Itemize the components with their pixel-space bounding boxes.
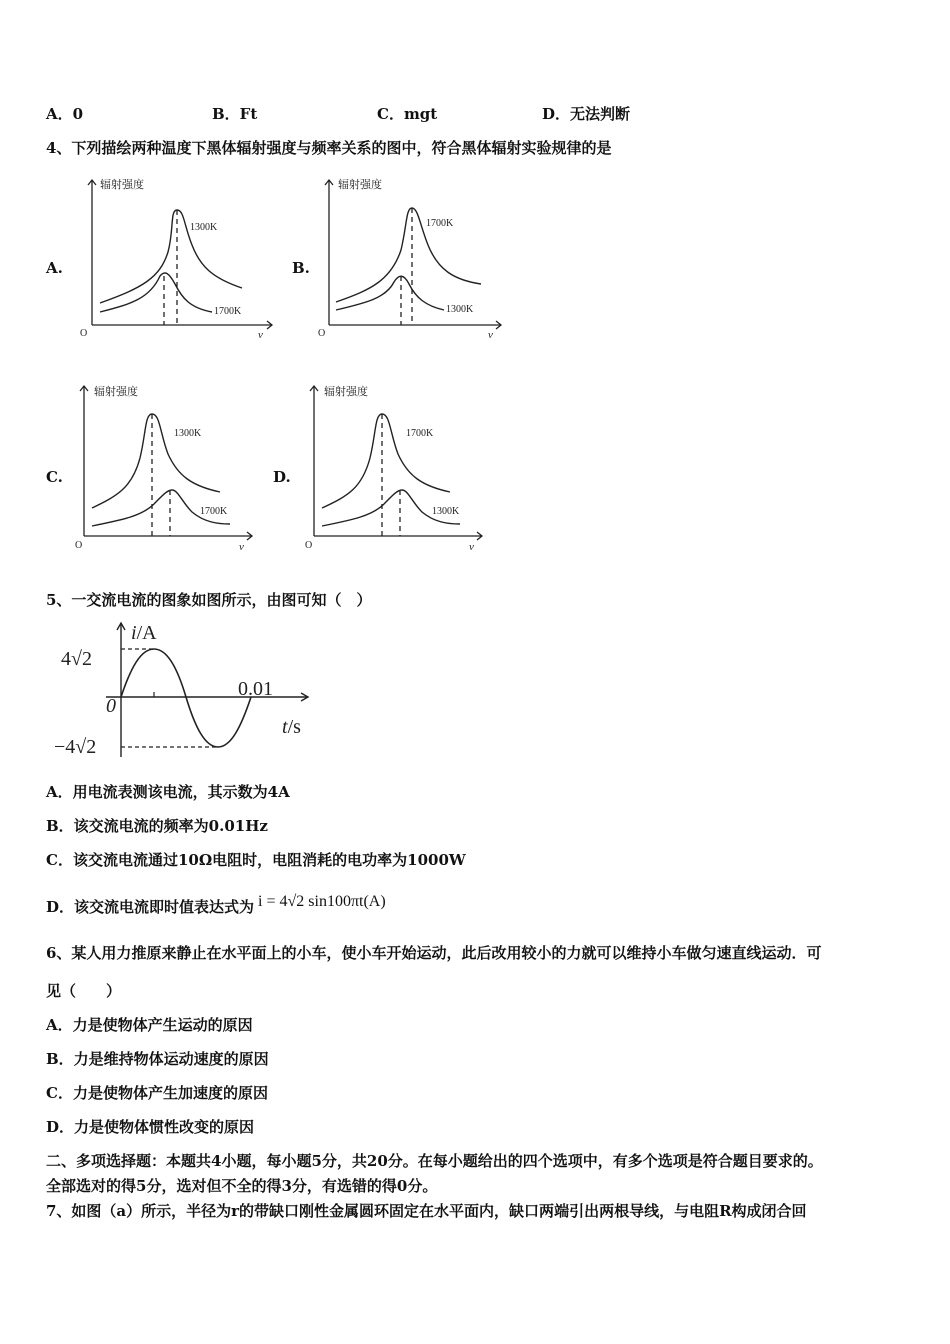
q5-option-a: A．用电流表测该电流，其示数为4A — [46, 783, 290, 801]
q4-graph-d-high: 1700K — [406, 428, 434, 439]
q4-graph-b-xlabel: ν — [488, 329, 493, 341]
q4-graph-d-ylabel: 辐射强度 — [324, 386, 368, 398]
q4-graph-d — [300, 378, 490, 557]
q4-graph-a-high: 1300K — [190, 222, 218, 233]
q3-option-c: C．mgt — [377, 105, 438, 123]
q7-stem: 7、如图（a）所示，半径为r的带缺口刚性金属圆环固定在水平面内，缺口两端引出两根导线，与电阻R构成闭合回 — [46, 1202, 807, 1220]
q4-graph-b-low: 1300K — [446, 304, 474, 315]
q6-option-d: D．力是使物体惯性改变的原因 — [46, 1118, 255, 1136]
q6-stem-line2: 见（ ） — [46, 982, 122, 1000]
q6-stem-line1: 6、某人用力推原来静止在水平面上的小车，使小车开始运动，此后改用较小的力就可以维持小车做匀速直线运动．可 — [46, 944, 822, 962]
q4-label-d: D. — [273, 468, 291, 486]
q6-option-c: C．力是使物体产生加速度的原因 — [46, 1084, 268, 1102]
q4-graph-b — [316, 170, 506, 346]
q4-graph-c-low: 1700K — [200, 506, 228, 517]
q6-option-a: A．力是使物体产生运动的原因 — [46, 1016, 253, 1034]
q4-graph-c — [72, 378, 262, 557]
q5-trough-label: −4√2 — [54, 736, 97, 758]
q4-graph-a-origin: O — [80, 328, 88, 339]
q5-ylabel: i/A — [131, 622, 157, 644]
q4-graph-b-origin: O — [318, 328, 326, 339]
section2-line2: 全部选对的得5分，选对但不全的得3分，有选错的得0分。 — [46, 1177, 438, 1195]
q4-graph-c-high: 1300K — [174, 428, 202, 439]
q3-option-a: A．0 — [46, 105, 84, 123]
q4-label-c: C. — [46, 468, 63, 486]
q4-graph-b-high: 1700K — [426, 218, 454, 229]
q4-graph-d-svg — [300, 378, 490, 553]
q4-graph-d-low: 1300K — [432, 506, 460, 517]
q4-stem: 4、下列描绘两种温度下黑体辐射强度与频率关系的图中，符合黑体辐射实验规律的是 — [46, 139, 612, 157]
q4-graph-d-origin: O — [305, 540, 313, 551]
q4-graph-a-xlabel: ν — [258, 329, 263, 341]
q4-label-a: A. — [46, 259, 63, 277]
q3-option-b: B．Ft — [212, 105, 258, 123]
q4-graph-c-svg — [72, 378, 262, 553]
q6-option-b: B．力是维持物体运动速度的原因 — [46, 1050, 269, 1068]
q5-option-d-text: D．该交流电流即时值表达式为 — [46, 898, 255, 916]
q4-graph-a — [72, 170, 277, 346]
q4-graph-b-svg — [316, 170, 506, 342]
q5-origin: 0 — [106, 695, 116, 717]
q4-graph-a-svg — [72, 170, 277, 342]
q5-option-c: C．该交流电流通过10Ω电阻时，电阻消耗的电功率为1000W — [46, 851, 466, 869]
q4-graph-a-ylabel: 辐射强度 — [100, 179, 144, 191]
section2-line1: 二、多项选择题：本题共4小题，每小题5分，共20分。在每小题给出的四个选项中，有多个选项是符合题目要求的。 — [46, 1152, 823, 1170]
q5-period-label: 0.01 — [238, 678, 273, 700]
q5-option-b: B．该交流电流的频率为0.01Hz — [46, 817, 268, 835]
q5-xlabel: t/s — [282, 716, 301, 738]
q4-graph-d-xlabel: ν — [469, 541, 474, 553]
q5-sine-graph — [46, 617, 314, 767]
q3-option-d: D．无法判断 — [542, 105, 631, 123]
q4-graph-c-ylabel: 辐射强度 — [94, 386, 138, 398]
q4-label-b: B. — [292, 259, 310, 277]
q5-stem: 5、一交流电流的图象如图所示，由图可知（ ） — [46, 591, 372, 609]
q4-graph-a-low: 1700K — [214, 306, 242, 317]
q4-graph-c-origin: O — [75, 540, 83, 551]
q5-formula: i = 4√2 sin100πt(A) — [258, 893, 386, 910]
q5-peak-label: 4√2 — [61, 648, 92, 670]
q4-graph-c-xlabel: ν — [239, 541, 244, 553]
q4-graph-b-ylabel: 辐射强度 — [338, 179, 382, 191]
q5-option-d — [46, 893, 386, 917]
q5-sine-svg — [46, 617, 314, 763]
